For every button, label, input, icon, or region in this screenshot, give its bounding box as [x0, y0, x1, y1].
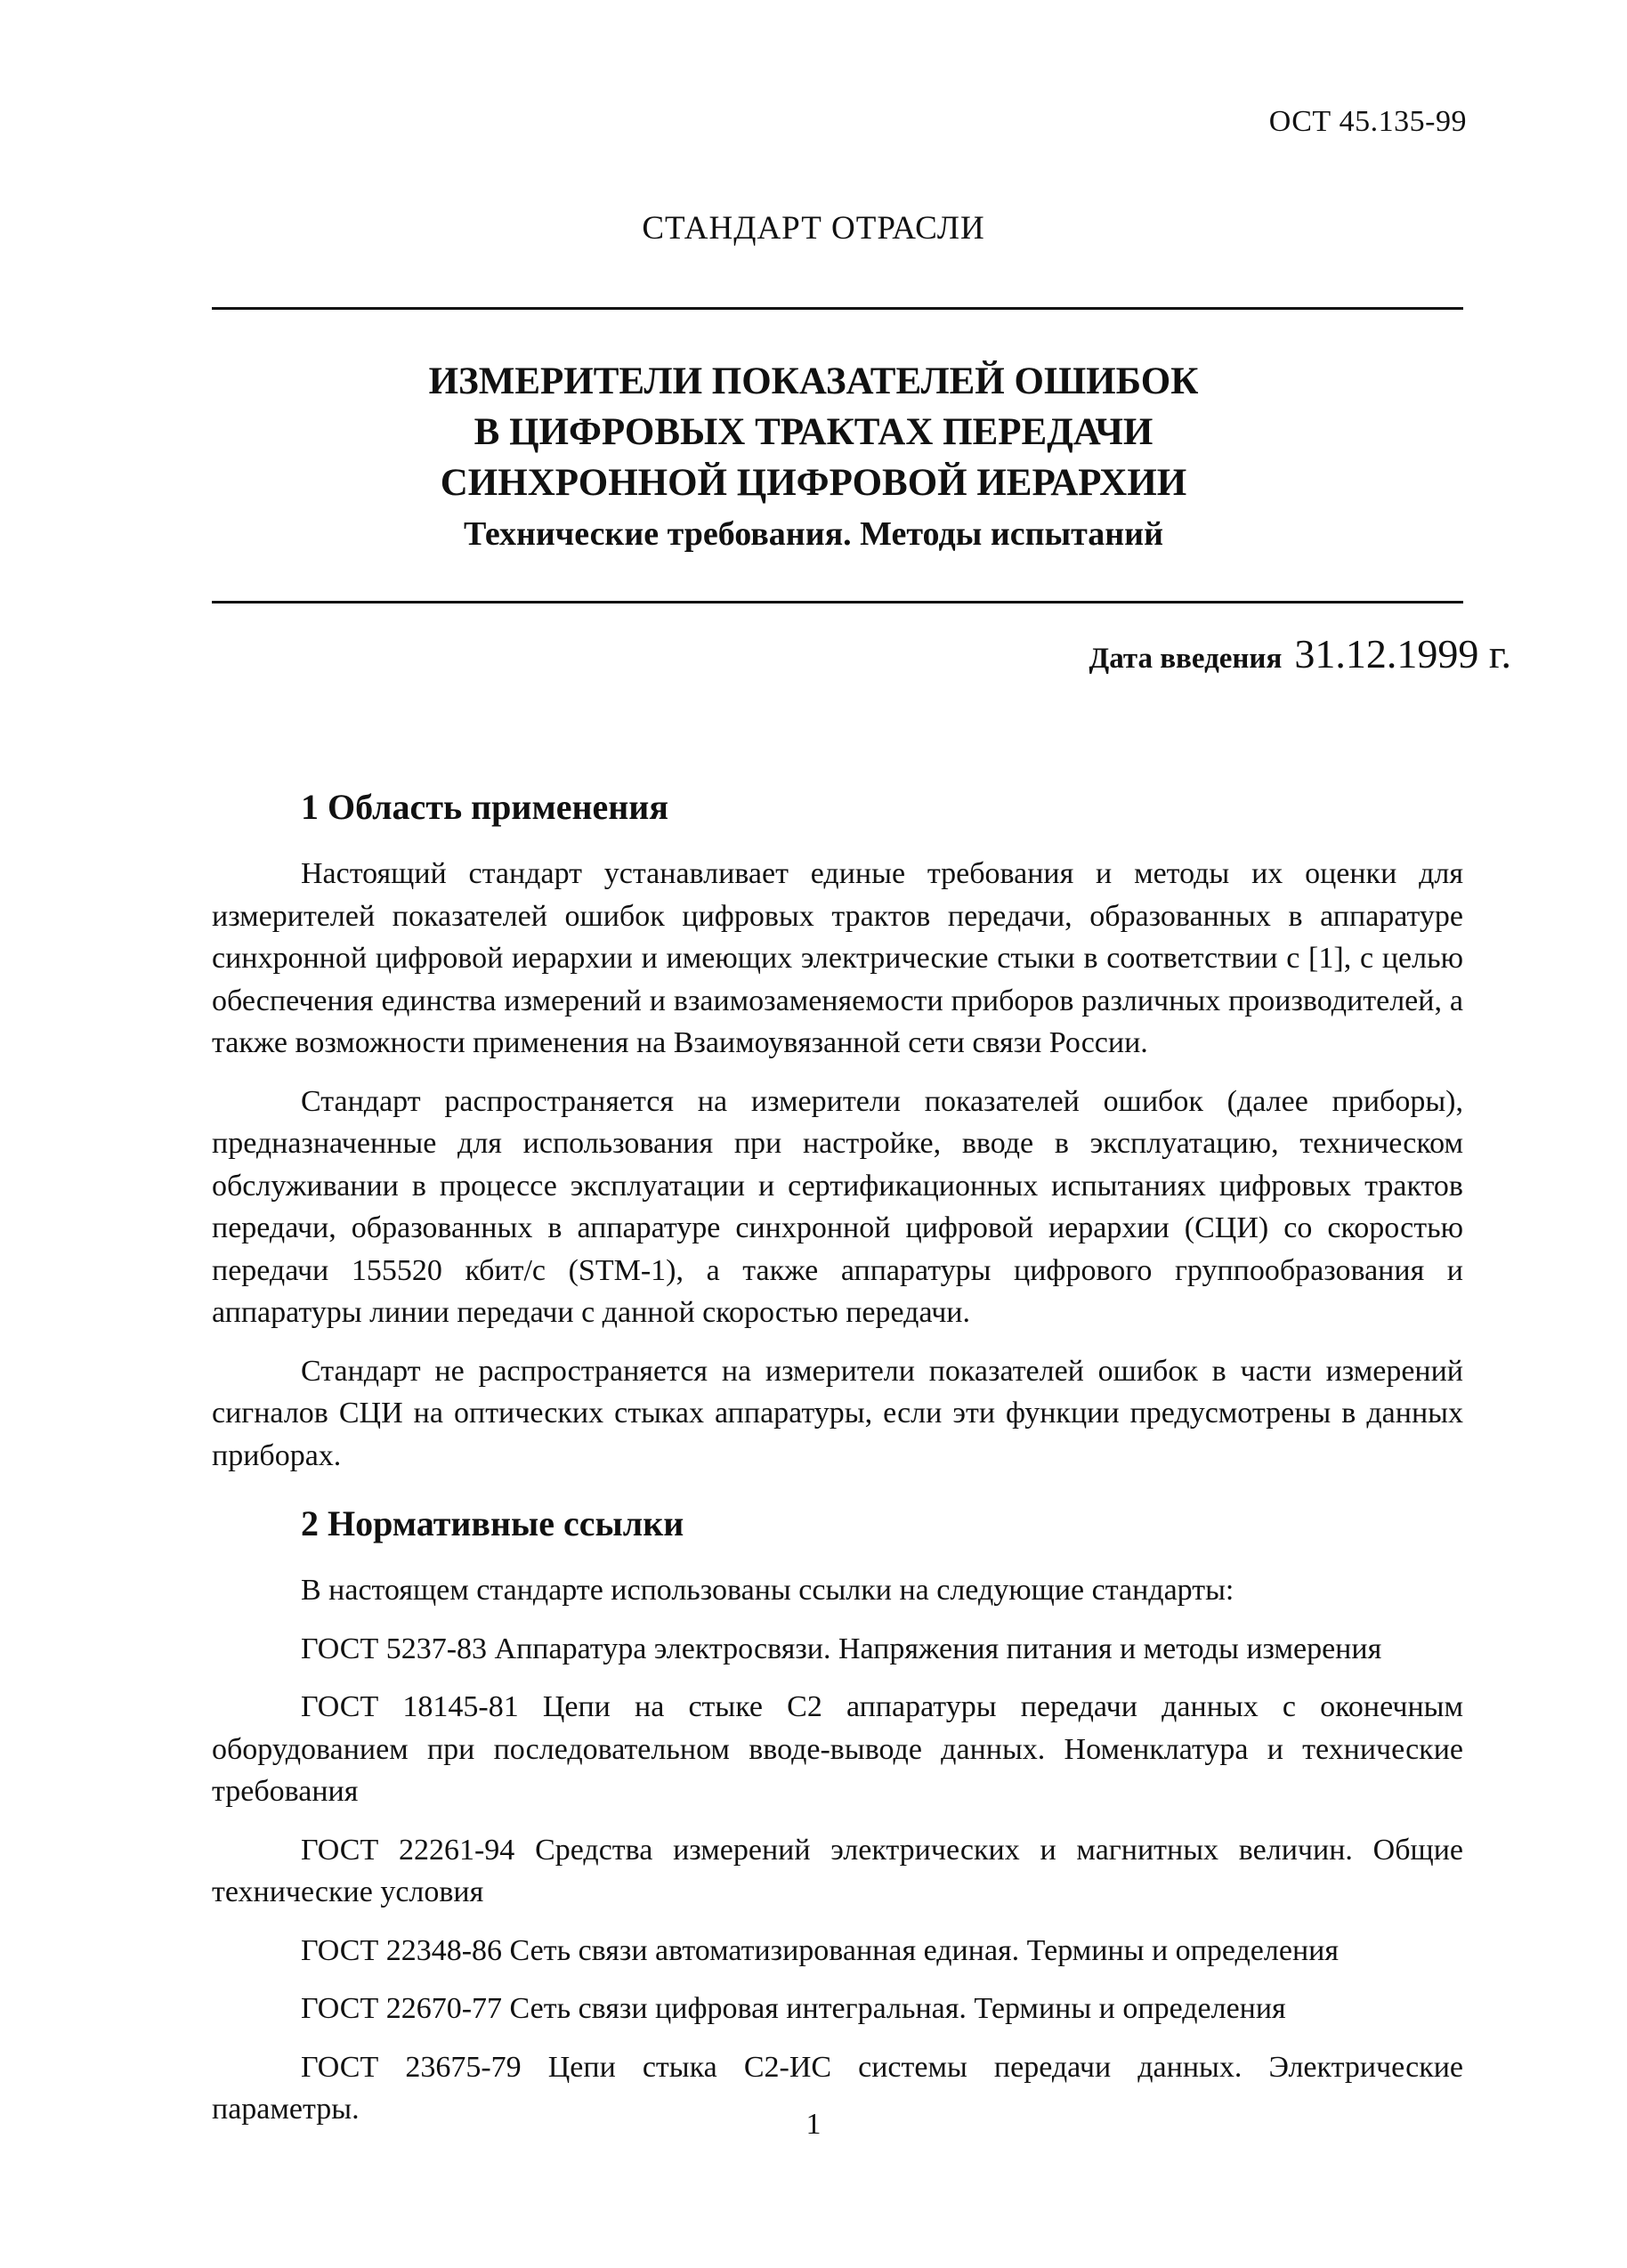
- paragraph: Стандарт не распространяется на измерители показателей ошибок в части измерений сигналов СЦИ на оптических стыках аппаратуры, если эти функции предусмотрены в данных приборах.: [212, 1354, 1463, 1472]
- org-standard-title: СТАНДАРТ ОТРАСЛИ: [642, 210, 985, 247]
- page-number: 1: [805, 2108, 822, 2141]
- bottom-divider: [212, 601, 1463, 603]
- intro-date-label: Дата введения: [1089, 643, 1283, 675]
- document-subtitle: Технические требования. Методы испытаний: [464, 515, 1163, 553]
- reference-item: ГОСТ 22348-86 Сеть связи автоматизированная единая. Термины и определения: [301, 1933, 1339, 1967]
- title-line-2: В ЦИФРОВЫХ ТРАКТАХ ПЕРЕДАЧИ: [474, 411, 1153, 453]
- reference-item: ГОСТ 18145-81 Цепи на стыке С2 аппаратуры передачи данных с оконечным оборудованием при последовательном вводе-выводе данных. Номенклатура и технические требования: [212, 1690, 1463, 1808]
- document-code: ОСТ 45.135-99: [1268, 105, 1467, 138]
- top-divider: [212, 307, 1463, 310]
- title-line-3: СИНХРОННОЙ ЦИФРОВОЙ ИЕРАРХИИ: [440, 462, 1187, 504]
- section-heading: 1 Область применения: [301, 787, 668, 827]
- reference-item: ГОСТ 22670-77 Сеть связи цифровая интегральная. Термины и определения: [301, 1992, 1286, 2025]
- title-line-1: ИЗМЕРИТЕЛИ ПОКАЗАТЕЛЕЙ ОШИБОК: [428, 360, 1199, 402]
- intro-date: [1089, 630, 1511, 677]
- section-scope: [212, 783, 1463, 1477]
- reference-item: ГОСТ 22261-94 Средства измерений электрических и магнитных величин. Общие технические условия: [212, 1833, 1463, 1908]
- intro-date-value: 31.12.1999 г.: [1294, 631, 1511, 676]
- paragraph: Настоящий стандарт устанавливает единые требования и методы их оценки для измерителей показателей ошибок цифровых трактов передачи, образованных в аппаратуре синхронной цифровой иерархии и имеющих электрические стыки в соответствии с [1], с целью обеспечения единства измерений и взаимозаменяемости приборов различных производителей, а также возможности применения на Взаимоувязанной сети связи России.: [212, 857, 1463, 1059]
- reference-item: ГОСТ 5237-83 Аппаратура электросвязи. Напряжения питания и методы измерения: [301, 1632, 1382, 1665]
- document-body: [212, 783, 1463, 2147]
- section-heading: 2 Нормативные ссылки: [301, 1503, 684, 1543]
- paragraph: Стандарт распространяется на измерители показателей ошибок (далее приборы), предназначенные для использования при настройке, вводе в эксплуатацию, техническом обслуживании в процессе эксплуатации и сертификационных испытаниях цифровых трактов передачи, образованных в аппаратуре синхронной цифровой иерархии (СЦИ) со скоростью передачи 155520 кбит/с (STM-1), а также аппаратуры цифрового группообразования и аппаратуры линии передачи с данной скоростью передачи.: [212, 1084, 1463, 1329]
- section-normative-references: [212, 1500, 1463, 2131]
- document-title: [0, 356, 1627, 508]
- paragraph: В настоящем стандарте использованы ссылки на следующие стандарты:: [301, 1574, 1234, 1607]
- reference-item: ГОСТ 23675-79 Цепи стыка С2-ИС системы передачи данных. Электрические параметры.: [212, 2050, 1463, 2126]
